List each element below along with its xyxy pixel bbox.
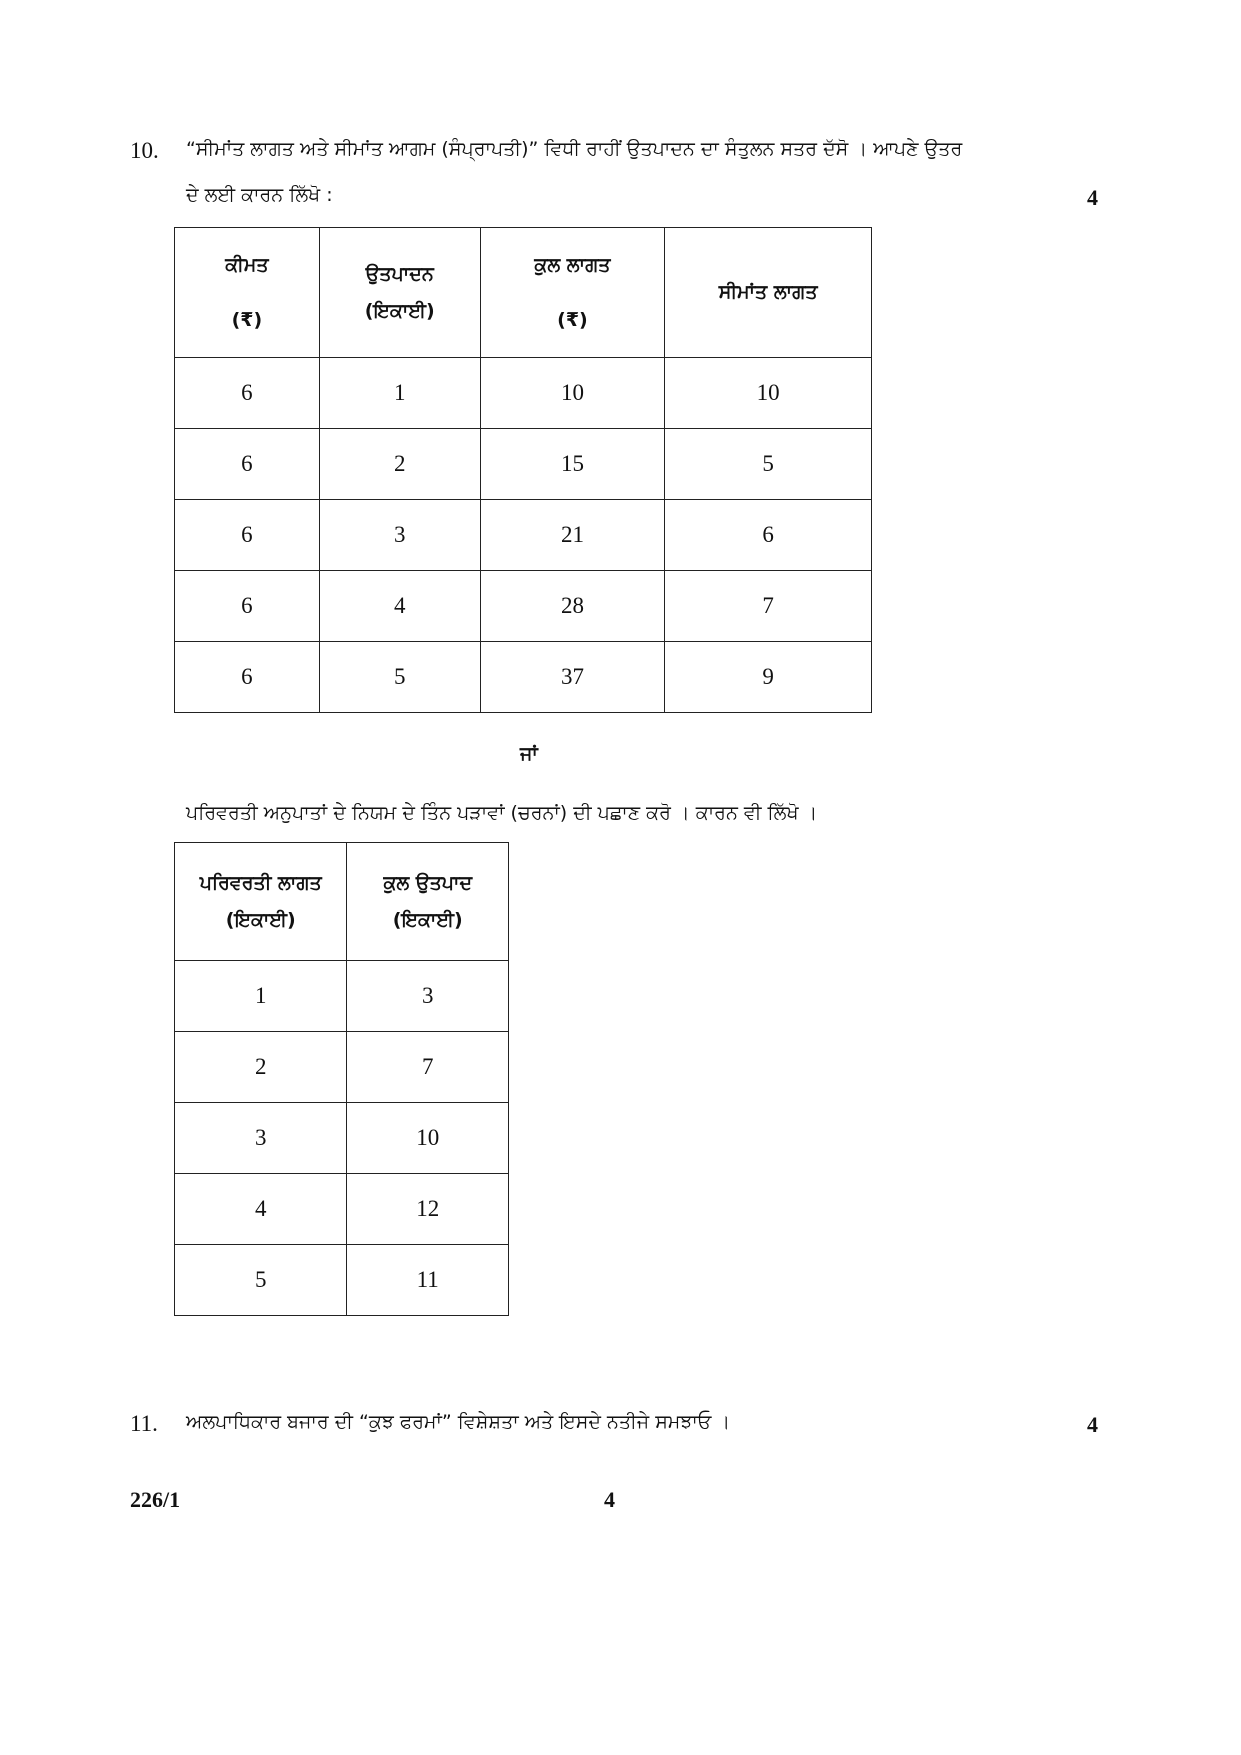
page-number: 4 — [604, 1487, 615, 1512]
question-10-marks: 4 — [1087, 185, 1098, 210]
table-row — [175, 1103, 509, 1174]
table-cell: 5 — [665, 429, 872, 500]
table-cell: 1 — [175, 961, 347, 1032]
table-cell: 6 — [175, 358, 320, 429]
question-10-text-line2: ਦੇ ਲਈ ਕਾਰਨ ਲਿੱਖੋ : — [186, 184, 333, 206]
table-row — [175, 571, 872, 642]
table-cell: 3 — [347, 961, 509, 1032]
header-total-product: ਕੁਲ ਉਤਪਾਦ (ਇਕਾਈ) — [347, 843, 509, 961]
table-cell: 28 — [480, 571, 665, 642]
question-10-text-line1: “ਸੀਮਾਂਤ ਲਾਗਤ ਅਤੇ ਸੀਮਾਂਤ ਆਗਮ (ਸੰਪ੍ਰਾਪਤੀ)” ਵਿਧੀ ਰਾਹੀਂ ਉਤਪਾਦਨ ਦਾ ਸੰਤੁਲਨ ਸਤਰ ਦੱਸੋ । ਆਪਣੇ ਉਤਰ — [186, 138, 963, 160]
question-11-marks: 4 — [1087, 1412, 1098, 1437]
paper-code: 226/1 — [130, 1487, 181, 1512]
table-cell: 6 — [665, 500, 872, 571]
table-cell: 11 — [347, 1245, 509, 1316]
table-row — [175, 358, 872, 429]
header-marginal-cost: ਸੀਮਾਂਤ ਲਾਗਤ — [665, 228, 872, 358]
question-10-number: 10. — [130, 138, 159, 163]
table-row — [175, 1032, 509, 1103]
question-10-alternative-text: ਪਰਿਵਰਤੀ ਅਨੁਪਾਤਾਂ ਦੇ ਨਿਯਮ ਦੇ ਤਿੰਨ ਪੜਾਵਾਂ (ਚਰਨਾਂ) ਦੀ ਪਛਾਣ ਕਰੋ । ਕਾਰਨ ਵੀ ਲਿੱਖੋ । — [186, 802, 818, 824]
table-cell: 2 — [175, 1032, 347, 1103]
cost-table — [174, 227, 872, 713]
header-output: ਉਤਪਾਦਨ (ਇਕਾਈ) — [319, 228, 480, 358]
table-row — [175, 1174, 509, 1245]
table-cell: 12 — [347, 1174, 509, 1245]
production-table-header-row — [175, 843, 509, 961]
table-cell: 3 — [175, 1103, 347, 1174]
table-cell: 6 — [175, 429, 320, 500]
table-cell: 6 — [175, 500, 320, 571]
table-cell: 7 — [347, 1032, 509, 1103]
table-cell: 4 — [319, 571, 480, 642]
table-cell: 10 — [347, 1103, 509, 1174]
table-cell: 6 — [175, 571, 320, 642]
table-row — [175, 500, 872, 571]
question-11-number: 11. — [130, 1411, 158, 1436]
table-cell: 6 — [175, 642, 320, 713]
table-cell: 9 — [665, 642, 872, 713]
cost-table-header-row — [175, 228, 872, 358]
table-cell: 7 — [665, 571, 872, 642]
or-label: ਜਾਂ — [520, 743, 538, 765]
production-table — [174, 842, 509, 1316]
table-cell: 21 — [480, 500, 665, 571]
table-cell: 3 — [319, 500, 480, 571]
table-cell: 2 — [319, 429, 480, 500]
table-cell: 15 — [480, 429, 665, 500]
table-cell: 1 — [319, 358, 480, 429]
table-cell: 5 — [175, 1245, 347, 1316]
table-row — [175, 961, 509, 1032]
table-row — [175, 1245, 509, 1316]
table-row — [175, 642, 872, 713]
table-row — [175, 429, 872, 500]
table-cell: 37 — [480, 642, 665, 713]
header-variable-input: ਪਰਿਵਰਤੀ ਲਾਗਤ (ਇਕਾਈ) — [175, 843, 347, 961]
header-total-cost: ਕੁਲ ਲਾਗਤ (₹) — [480, 228, 665, 358]
table-cell: 10 — [480, 358, 665, 429]
header-price: ਕੀਮਤ (₹) — [175, 228, 320, 358]
table-cell: 10 — [665, 358, 872, 429]
table-cell: 5 — [319, 642, 480, 713]
table-cell: 4 — [175, 1174, 347, 1245]
question-11-text: ਅਲਪਾਧਿਕਾਰ ਬਜਾਰ ਦੀ “ਕੁਝ ਫਰਮਾਂ” ਵਿਸ਼ੇਸ਼ਤਾ ਅਤੇ ਇਸਦੇ ਨਤੀਜੇ ਸਮਝਾਓ । — [186, 1411, 731, 1433]
